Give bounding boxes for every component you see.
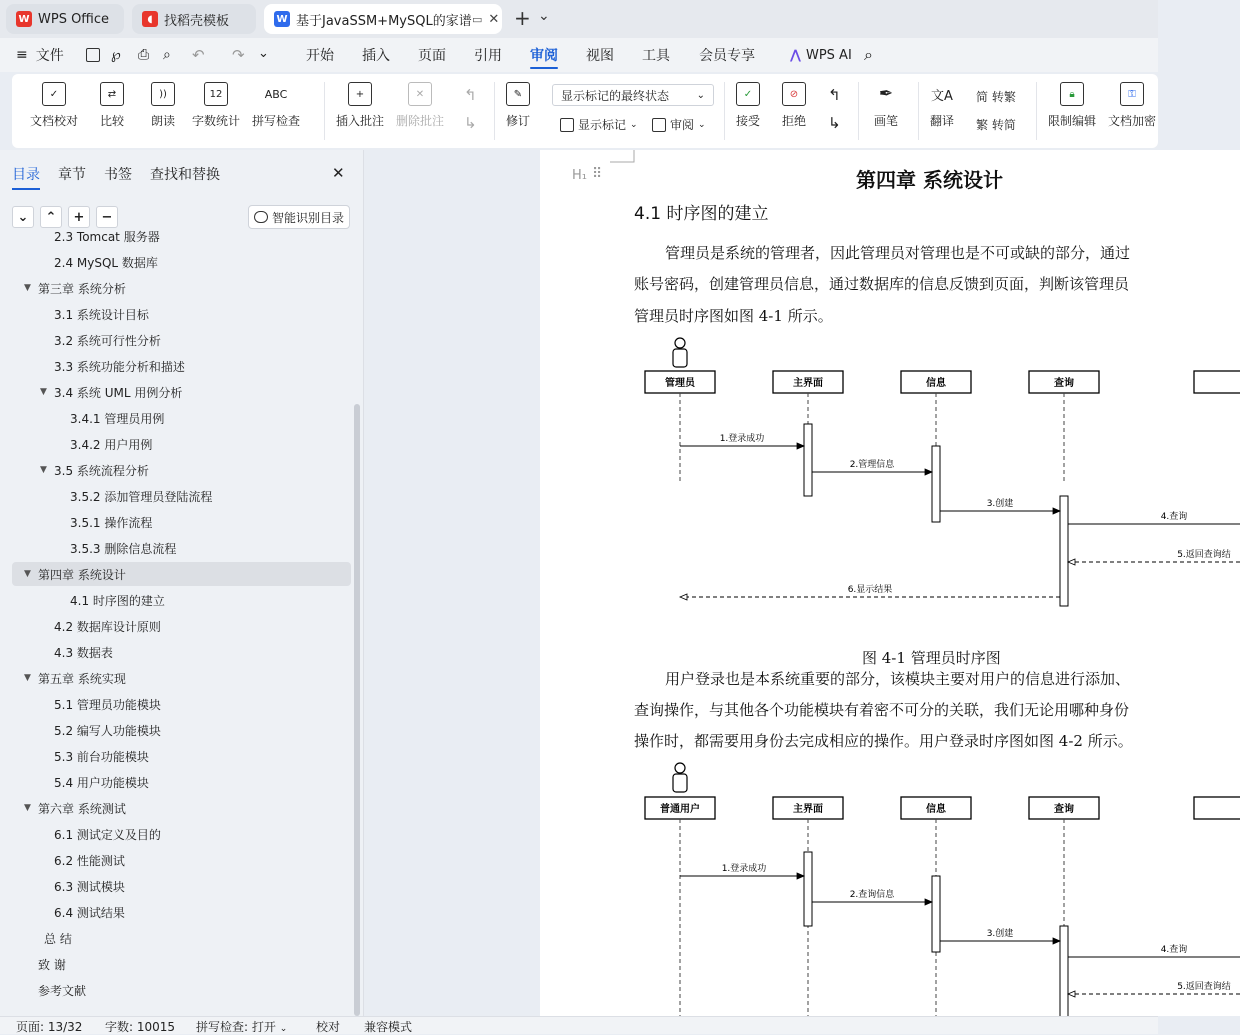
paragraph-line: 用户登录也是本系统重要的部分，该模块主要对用户的信息进行添加、 bbox=[665, 670, 1131, 688]
comment-add-icon: + bbox=[348, 82, 372, 106]
wps-ai-icon: ⋀ bbox=[790, 47, 801, 63]
next-comment-icon[interactable]: ↳ bbox=[464, 114, 477, 132]
toc-item[interactable] bbox=[12, 536, 351, 560]
save-icon[interactable] bbox=[86, 48, 100, 62]
menu-page[interactable]: 页面 bbox=[418, 48, 446, 64]
restrict-editing-button[interactable]: 🔒︎ 限制编辑 bbox=[1048, 82, 1096, 129]
collapse-all-button[interactable]: ⌄ bbox=[12, 206, 34, 228]
search-icon[interactable]: ⌕ bbox=[864, 45, 873, 64]
toc-item-label: 3.5.3 删除信息流程 bbox=[70, 541, 177, 556]
toc-item[interactable] bbox=[12, 718, 351, 742]
figure-caption: 图 4-1 管理员时序图 bbox=[862, 649, 1001, 667]
tab-document[interactable] bbox=[264, 4, 502, 34]
toc-item[interactable] bbox=[12, 250, 351, 274]
delete-comment-button[interactable]: ✕ 删除批注 bbox=[396, 82, 444, 129]
lifeline-box bbox=[1194, 797, 1240, 819]
to-simplified-button[interactable]: 繁 转简 bbox=[976, 118, 1016, 132]
toc-item[interactable] bbox=[12, 484, 351, 508]
spell-check-button[interactable]: ABC 拼写检查 bbox=[252, 82, 300, 129]
menu-member[interactable]: 会员专享 bbox=[699, 48, 755, 64]
caret-down-icon[interactable]: ▼ bbox=[40, 465, 47, 475]
toc-item-label: 5.1 管理员功能模块 bbox=[54, 697, 161, 712]
proof-icon: ✓ bbox=[42, 82, 66, 106]
menu-home[interactable]: 开始 bbox=[306, 48, 334, 64]
read-aloud-icon: )) bbox=[151, 82, 175, 106]
toc-item-label: 5.2 编写人功能模块 bbox=[54, 723, 161, 738]
toc-list bbox=[0, 229, 354, 1016]
lifeline-label: 主界面 bbox=[793, 804, 823, 815]
ribbon-divider bbox=[724, 82, 725, 140]
menu-insert[interactable]: 插入 bbox=[362, 48, 390, 64]
toc-item-label: 3.1 系统设计目标 bbox=[54, 307, 149, 322]
redo-icon[interactable]: ↷ bbox=[232, 46, 245, 64]
smart-toc-button[interactable]: 智能识别目录 bbox=[248, 205, 350, 229]
toc-item[interactable] bbox=[12, 900, 351, 924]
arrowhead bbox=[797, 873, 804, 879]
title-tab-bar bbox=[0, 0, 1158, 38]
toc-item[interactable] bbox=[12, 744, 351, 768]
menu-file[interactable]: ≡ 文件 bbox=[16, 47, 64, 64]
caret-down-icon[interactable]: ▼ bbox=[24, 283, 31, 293]
toc-item-label: 第六章 系统测试 bbox=[38, 801, 126, 816]
tab-docer[interactable] bbox=[132, 4, 256, 34]
arrowhead bbox=[925, 469, 932, 475]
paragraph-line: 账号密码，创建管理员信息，通过数据库的信息反馈到页面，判断该管理员 bbox=[634, 275, 1130, 293]
reject-icon: ⊘ bbox=[782, 82, 806, 106]
arrowhead bbox=[1068, 991, 1075, 997]
reject-button[interactable]: ⊘ 拒绝 bbox=[782, 82, 806, 129]
toc-item[interactable] bbox=[12, 276, 351, 300]
translate-button[interactable]: 文A 翻译 bbox=[930, 82, 954, 129]
toc-item-label: 5.4 用户功能模块 bbox=[54, 775, 149, 790]
menu-review[interactable]: 审阅 bbox=[530, 38, 558, 72]
menu-references[interactable]: 引用 bbox=[474, 48, 502, 64]
paragraph-line: 查询操作，与其他各个功能模块有着密不可分的关联，我们无论用哪种身份 bbox=[634, 701, 1130, 719]
wps-ai-button[interactable]: ⋀ WPS AI bbox=[790, 47, 852, 63]
message-label: 6.显示结果 bbox=[847, 585, 893, 595]
review-pane-button[interactable]: 审阅 ⌄ bbox=[652, 116, 706, 133]
lifeline-label: 信息 bbox=[926, 378, 946, 389]
message-label: 1.登录成功 bbox=[719, 434, 765, 444]
toc-item-label: 4.1 时序图的建立 bbox=[70, 593, 165, 608]
encrypt-doc-icon: ⚿ bbox=[1120, 82, 1144, 106]
arrowhead bbox=[1053, 508, 1060, 514]
message-label: 5.返回查询结 bbox=[1177, 550, 1231, 560]
toc-item-label: 4.3 数据表 bbox=[54, 645, 113, 660]
toc-item[interactable] bbox=[12, 380, 351, 404]
quick-access-more-icon[interactable]: ⌄ bbox=[258, 46, 269, 61]
read-aloud-button[interactable]: )) 朗读 bbox=[151, 82, 175, 129]
ribbon-divider bbox=[858, 82, 859, 140]
close-icon[interactable]: ✕ bbox=[488, 11, 500, 27]
toc-item[interactable] bbox=[12, 328, 351, 352]
lock-doc-icon: 🔒︎ bbox=[1060, 82, 1084, 106]
accept-button[interactable]: ✓ 接受 bbox=[736, 82, 760, 129]
toc-item-label: 3.4.2 用户用例 bbox=[70, 437, 153, 452]
activation-bar bbox=[1060, 926, 1068, 1026]
navigation-pane bbox=[0, 150, 364, 1016]
message-label: 4.查询 bbox=[1160, 512, 1188, 522]
arrowhead bbox=[925, 899, 932, 905]
tab-toc[interactable]: 目录 bbox=[12, 164, 40, 184]
toc-item-label: 5.3 前台功能模块 bbox=[54, 749, 149, 764]
toc-item[interactable] bbox=[12, 224, 351, 248]
lifeline-label: 查询 bbox=[1054, 378, 1074, 389]
compare-icon: ⇄ bbox=[100, 82, 124, 106]
arrowhead bbox=[797, 443, 804, 449]
encrypt-doc-button[interactable]: ⚿ 文档加密 bbox=[1108, 82, 1156, 129]
arrowhead bbox=[1053, 938, 1060, 944]
pen-icon: ✒ bbox=[878, 84, 894, 104]
docer-icon: ◖ bbox=[142, 11, 158, 27]
arrowhead bbox=[1068, 559, 1075, 565]
status-proof[interactable]: 校对 bbox=[316, 1020, 341, 1034]
message-label: 3.创建 bbox=[986, 499, 1014, 509]
activation-bar bbox=[804, 852, 812, 926]
toc-item-label: 3.5.1 操作流程 bbox=[70, 515, 153, 530]
toc-item-label: 参考文献 bbox=[38, 983, 87, 998]
toc-item[interactable] bbox=[12, 302, 351, 326]
lifeline-label: 查询 bbox=[1054, 804, 1074, 815]
toc-item[interactable] bbox=[12, 432, 351, 456]
document-page[interactable] bbox=[540, 150, 1240, 1016]
tab-wps-office[interactable] bbox=[6, 4, 124, 34]
toc-item-label: 第五章 系统实现 bbox=[38, 671, 126, 686]
paragraph-line: 操作时，都需要用身份去完成相应的操作。用户登录时序图如图 4-2 所示。 bbox=[634, 732, 1133, 750]
heading-marker-icon[interactable]: H₁ bbox=[572, 168, 587, 183]
status-compat-mode: 兼容模式 bbox=[364, 1020, 413, 1034]
chapter-title: 第四章 系统设计 bbox=[856, 168, 1003, 192]
spell-check-icon: ABC bbox=[264, 87, 288, 101]
tab-bookmarks[interactable]: 书签 bbox=[104, 167, 132, 183]
toc-item[interactable] bbox=[12, 562, 351, 586]
tab-find-replace[interactable]: 查找和替换 bbox=[150, 167, 220, 183]
print-preview-icon[interactable]: ⌕ bbox=[163, 47, 171, 63]
drag-handle-icon[interactable]: ⠿ bbox=[592, 166, 603, 182]
toc-item-label: 4.2 数据库设计原则 bbox=[54, 619, 161, 634]
message-label: 2.查询信息 bbox=[849, 890, 895, 900]
wps-logo-icon: W bbox=[16, 11, 32, 27]
compare-button[interactable]: ⇄ 比较 bbox=[100, 82, 124, 129]
previous-comment-icon[interactable]: ↰ bbox=[464, 86, 477, 104]
writer-doc-icon: W bbox=[274, 11, 290, 27]
toc-item[interactable] bbox=[12, 978, 351, 1002]
translate-icon: 文A bbox=[931, 88, 953, 104]
track-changes-icon: ✎ bbox=[506, 82, 530, 106]
lifeline-label: 普通用户 bbox=[660, 804, 700, 815]
markup-state-select[interactable]: 显示标记的最终状态 ⌄ bbox=[552, 84, 714, 106]
show-markup-button[interactable]: 显示标记 ⌄ bbox=[560, 116, 638, 133]
word-count-button[interactable]: 12 字数统计 bbox=[192, 82, 240, 129]
page-corner-mark bbox=[610, 150, 634, 164]
status-page[interactable]: 页面: 13/32 bbox=[16, 1020, 83, 1034]
chevron-down-icon[interactable]: ⌄ bbox=[538, 8, 550, 24]
previous-change-icon[interactable]: ↰ bbox=[828, 86, 841, 104]
caret-down-icon[interactable]: ▼ bbox=[40, 387, 47, 397]
toc-item[interactable] bbox=[12, 406, 351, 430]
toc-item[interactable] bbox=[12, 848, 351, 872]
actor-icon bbox=[673, 774, 687, 792]
menu-bar bbox=[0, 38, 1158, 72]
toc-item[interactable] bbox=[12, 822, 351, 846]
accept-icon: ✓ bbox=[736, 82, 760, 106]
paragraph-line: 管理员时序图如图 4-1 所示。 bbox=[634, 307, 833, 325]
caret-down-icon[interactable]: ▼ bbox=[24, 673, 31, 683]
next-change-icon[interactable]: ↳ bbox=[828, 114, 841, 132]
message-label: 2.管理信息 bbox=[849, 460, 895, 470]
caret-down-icon[interactable]: ▼ bbox=[24, 803, 31, 813]
hamburger-icon: ≡ bbox=[16, 47, 28, 63]
ribbon-divider bbox=[1036, 82, 1037, 140]
toc-item-label: 总 结 bbox=[44, 931, 72, 946]
lifeline-label: 主界面 bbox=[793, 378, 823, 389]
toc-item-label: 3.4 系统 UML 用例分析 bbox=[54, 385, 183, 400]
arrowhead bbox=[680, 594, 687, 600]
document-area bbox=[364, 150, 1231, 1016]
undo-icon[interactable]: ↶ bbox=[192, 46, 205, 64]
review-ribbon bbox=[12, 74, 1158, 148]
toc-item-label: 第四章 系统设计 bbox=[38, 567, 126, 582]
chevron-down-icon: ⌄ bbox=[696, 89, 705, 101]
toc-item[interactable] bbox=[12, 666, 351, 690]
actor-icon bbox=[675, 338, 685, 348]
activation-bar bbox=[932, 446, 940, 522]
ribbon-divider bbox=[918, 82, 919, 140]
toc-item[interactable] bbox=[12, 796, 351, 820]
actor-icon bbox=[673, 349, 687, 367]
section-title: 4.1 时序图的建立 bbox=[634, 204, 769, 224]
print-icon[interactable]: ⎙ bbox=[138, 47, 150, 63]
export-icon[interactable]: ℘ bbox=[111, 47, 121, 63]
tab-label: 基于JavaSSM+MySQL的家谱 bbox=[296, 13, 472, 29]
track-changes-button[interactable]: ✎ 修订 bbox=[506, 82, 530, 129]
toc-item[interactable] bbox=[12, 354, 351, 378]
toc-item-label: 3.5.2 添加管理员登陆流程 bbox=[70, 489, 213, 504]
toc-item[interactable] bbox=[12, 770, 351, 794]
status-spell-check[interactable]: 拼写检查: 打开 ⌄ bbox=[196, 1020, 288, 1034]
message-label: 3.创建 bbox=[986, 929, 1014, 939]
activation-bar bbox=[804, 424, 812, 496]
toc-item[interactable] bbox=[12, 692, 351, 716]
toc-item[interactable] bbox=[12, 926, 351, 950]
toc-item-label: 3.4.1 管理员用例 bbox=[70, 411, 165, 426]
activation-bar bbox=[1060, 496, 1068, 606]
menu-view[interactable]: 视图 bbox=[586, 48, 614, 64]
toc-item-label: 3.5 系统流程分析 bbox=[54, 463, 149, 478]
status-bar bbox=[0, 1016, 1158, 1034]
to-traditional-button[interactable]: 简 转繁 bbox=[976, 90, 1016, 104]
sequence-diagram-admin[interactable] bbox=[634, 336, 1240, 632]
activation-bar bbox=[932, 876, 940, 952]
tab-chapters[interactable]: 章节 bbox=[58, 167, 86, 183]
toc-item-label: 2.3 Tomcat 服务器 bbox=[54, 229, 160, 244]
actor-icon bbox=[675, 763, 685, 773]
toc-item-label: 致 谢 bbox=[38, 957, 66, 972]
ai-face-icon bbox=[254, 211, 268, 223]
pen-button[interactable]: ✒ 画笔 bbox=[874, 84, 899, 128]
toc-item[interactable] bbox=[12, 952, 351, 976]
monitor-icon[interactable]: ▭ bbox=[472, 12, 483, 26]
sequence-diagram-user[interactable] bbox=[634, 760, 1240, 1016]
ribbon-divider bbox=[324, 82, 325, 140]
remove-heading-button[interactable]: − bbox=[96, 206, 118, 228]
caret-down-icon[interactable]: ▼ bbox=[24, 569, 31, 579]
toc-item[interactable] bbox=[12, 614, 351, 638]
message-label: 4.查询 bbox=[1160, 945, 1188, 955]
close-icon[interactable]: ✕ bbox=[332, 164, 345, 182]
menu-tools[interactable]: 工具 bbox=[642, 48, 670, 64]
toc-item-label: 6.1 测试定义及目的 bbox=[54, 827, 161, 842]
toc-item-label: 6.2 性能测试 bbox=[54, 853, 125, 868]
comment-delete-icon: ✕ bbox=[408, 82, 432, 106]
paragraph-line: 管理员是系统的管理者，因此管理员对管理也是不可或缺的部分，通过 bbox=[665, 244, 1131, 262]
ribbon-divider bbox=[494, 82, 495, 140]
toc-item[interactable] bbox=[12, 510, 351, 534]
toc-item-label: 第三章 系统分析 bbox=[38, 281, 126, 296]
toc-item-label: 3.3 系统功能分析和描述 bbox=[54, 359, 185, 374]
toc-item[interactable] bbox=[12, 640, 351, 664]
tab-label: 找稻壳模板 bbox=[164, 13, 230, 29]
toc-item-label: 6.3 测试模块 bbox=[54, 879, 125, 894]
word-count-icon: 12 bbox=[204, 82, 228, 106]
tab-label: WPS Office bbox=[38, 11, 110, 27]
proof-button[interactable]: ✓ 文档校对 bbox=[30, 82, 78, 129]
status-word-count[interactable]: 字数: 10015 bbox=[105, 1020, 176, 1034]
expand-all-button[interactable]: ⌃ bbox=[40, 206, 62, 228]
add-heading-button[interactable]: + bbox=[68, 206, 90, 228]
insert-comment-button[interactable]: + 插入批注 bbox=[336, 82, 384, 129]
toc-item[interactable] bbox=[12, 874, 351, 898]
toc-item-label: 2.4 MySQL 数据库 bbox=[54, 255, 158, 270]
lifeline-label: 信息 bbox=[926, 804, 946, 815]
toc-item-label: 3.2 系统可行性分析 bbox=[54, 333, 161, 348]
review-pane-icon bbox=[652, 118, 666, 132]
show-markup-icon bbox=[560, 118, 574, 132]
new-tab-icon[interactable]: + bbox=[514, 6, 531, 30]
lifeline-label: 管理员 bbox=[665, 378, 695, 389]
chevron-down-icon: ⌄ bbox=[279, 1024, 288, 1034]
lifeline-box bbox=[1194, 371, 1240, 393]
toc-item-label: 6.4 测试结果 bbox=[54, 905, 125, 920]
scrollbar[interactable] bbox=[354, 404, 360, 1016]
message-label: 1.登录成功 bbox=[721, 864, 767, 874]
message-label: 5.返回查询结 bbox=[1177, 982, 1231, 992]
toc-item[interactable] bbox=[12, 588, 351, 612]
toc-item[interactable] bbox=[12, 458, 351, 482]
